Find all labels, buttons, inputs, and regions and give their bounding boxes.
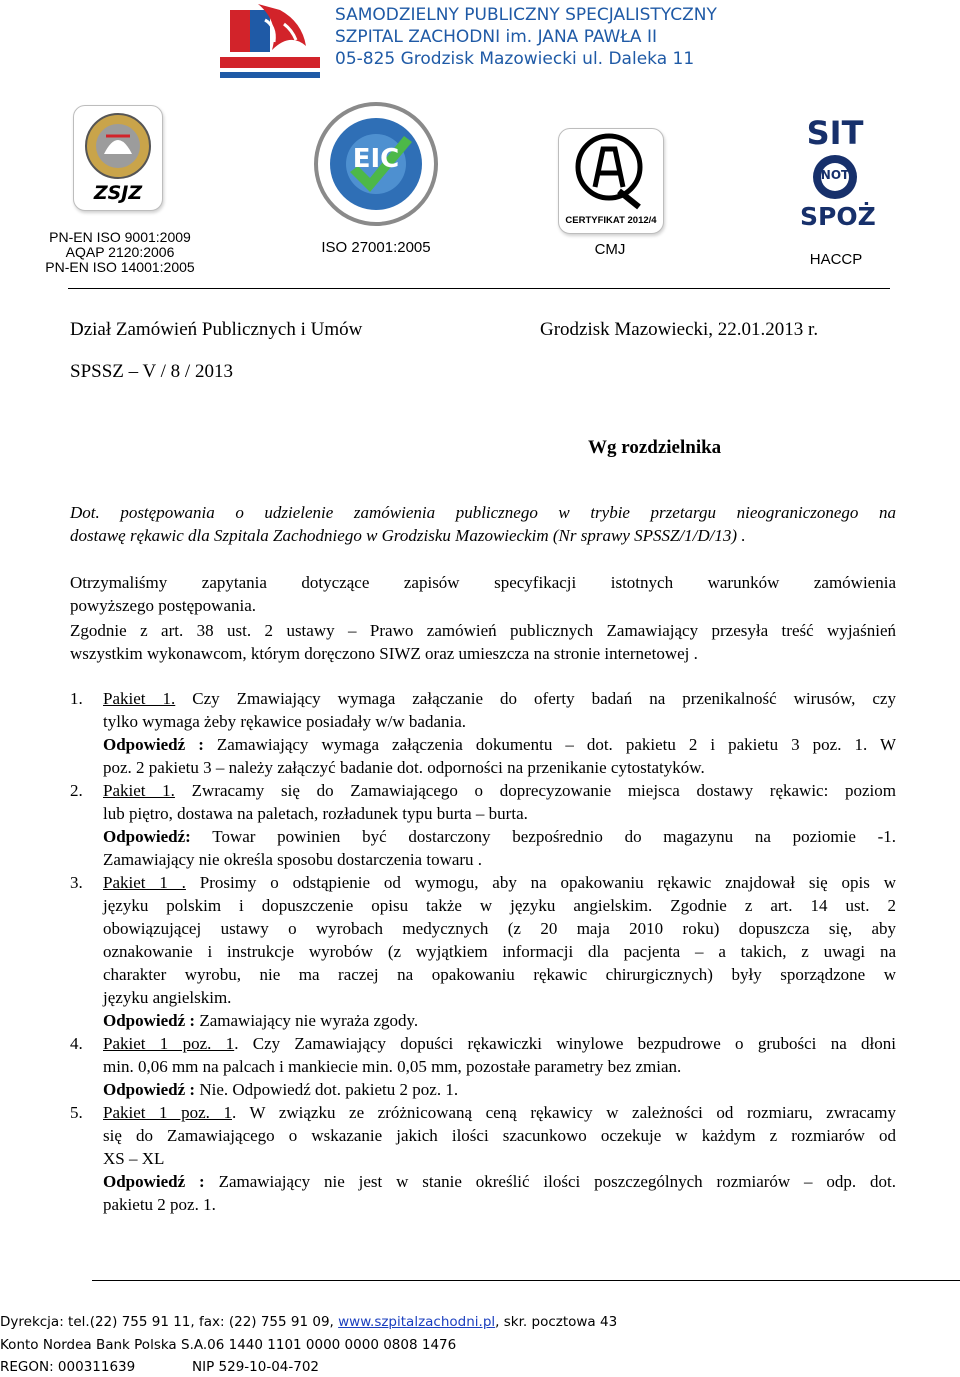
item-1-question-line1: Pakiet 1. Czy Zmawiający wymaga załączanie do oferty badań na przenikalność wirusów, czy [103, 689, 896, 708]
item-1-answer-line1: Odpowiedź : Zamawiający wymaga załączenia dokumentu – dot. pakietu 2 i pakietu 3 poz. 1. W [103, 735, 896, 754]
subject-line2: dostawę rękawic dla Szpitala Zachodniego w Grodzisku Mazowieckim (Nr sprawy SPSSZ/1/D/13) . [70, 526, 746, 545]
item-5 [103, 1101, 896, 1216]
eic-cert-logo [312, 100, 440, 228]
iso-line1: PN-EN ISO 9001:2009 [49, 229, 191, 245]
item-5-answer-label: Odpowiedź : [103, 1172, 205, 1191]
footer-divider [92, 1280, 960, 1281]
hospital-name-line1: SAMODZIELNY PUBLICZNY SPECJALISTYCZNY [335, 5, 717, 25]
intro [70, 571, 896, 617]
iso-27001-text: ISO 27001:2005 [321, 239, 431, 256]
item-5-answer-line2: pakietu 2 poz. 1. [103, 1195, 216, 1214]
item-4-answer-line1: Odpowiedź : Nie. Odpowiedź dot. pakietu 2 poz. 1. [103, 1080, 459, 1099]
cmj-cert-logo [558, 128, 664, 234]
footer-line2: Konto Nordea Bank Polska S.A.06 1440 1101 0000 0000 0808 1476 [0, 1337, 457, 1353]
item-3-question-line4: oznakowanie i instrukcje wyrobów (z wyjątkiem informacji dla pacjenta – a takich, z uwagi na [103, 942, 896, 961]
item-3-question-line5: charakter wyrobu, nie ma raczej na opakowaniu rękawic chirurgicznych) były sporządzone w [103, 965, 896, 984]
item-3-number: 3. [70, 873, 83, 892]
item-5-question-line2: się do Zamawiającego o wskazanie jakich ilości szacunkowo oczekuje w każdym z rozmiarów od [103, 1126, 896, 1145]
item-2-question-line1: Pakiet 1. Zwracamy się do Zamawiającego o doprecyzowanie miejsca dostawy rękawic: poziom [103, 781, 896, 800]
footer-regon: REGON: 000311639 [0, 1359, 136, 1375]
intro-line2: powyższego postępowania. [70, 596, 257, 615]
subject [70, 501, 896, 547]
cmj-cert-number: CERTYFIKAT 2012/4 [565, 215, 657, 226]
item-1-ref: Pakiet 1. [103, 689, 176, 708]
haccp-text: HACCP [809, 251, 863, 268]
item-3-answer-label: Odpowiedź : [103, 1011, 196, 1030]
item-3-answer-line1: Odpowiedź : Zamawiający nie wyraża zgody. [103, 1011, 419, 1030]
hospital-logo [210, 2, 328, 80]
item-2-question-line2: lub piętro, dostawa na paletach, rozładunek typu burta – burta. [103, 804, 528, 823]
item-3 [103, 871, 896, 1032]
spoz-label: SPOŻ [800, 202, 876, 231]
recipient: Wg rozdzielnika [588, 437, 722, 458]
item-3-question-line2: języku polskim i dopuszczenie opisu także w języku angielskim. Zgodnie z art. 14 ust. 2 [103, 896, 896, 915]
item-4-ref: Pakiet 1 poz. 1 [103, 1034, 235, 1053]
sit-not-spoz-logo [800, 114, 876, 240]
item-5-question-line1: Pakiet 1 poz. 1. W związku ze zróżnicowaną ceną rękawicy w zależności od rozmiaru, zwracamy [103, 1103, 896, 1122]
item-5-question-line3: XS – XL [103, 1149, 165, 1168]
item-2-ref: Pakiet 1. [103, 781, 175, 800]
item-2-answer-line1: Odpowiedź: Towar powinien być dostarczony bezpośrednio do magazynu na poziomie -1. [103, 827, 896, 846]
item-2 [103, 779, 896, 871]
item-5-number: 5. [70, 1103, 83, 1122]
item-1-answer-label: Odpowiedź : [103, 735, 204, 754]
legal-basis-line2: wszystkim wykonawcom, którym doręczono SIWZ oraz umieszcza na stronie internetowej . [70, 644, 698, 663]
hospital-name-line3: 05-825 Grodzisk Mazowiecki ul. Daleka 11 [335, 49, 695, 69]
item-2-number: 2. [70, 781, 83, 800]
legal-basis [70, 619, 896, 665]
item-5-answer-line1: Odpowiedź : Zamawiający nie jest w stanie określić ilości poszczególnych rozmiarów – odp. dot. [103, 1172, 896, 1191]
reference-number: SPSSZ – V / 8 / 2013 [70, 361, 233, 382]
item-4-question-line1: Pakiet 1 poz. 1. Czy Zamawiający dopuści rękawiczki winylowe bezpudrowe o grubości na dłoni [103, 1034, 896, 1053]
iso-9001-text [38, 230, 202, 275]
zsjz-cert-logo [73, 105, 163, 211]
item-1-question-line2: tylko wymaga żeby rękawice posiadały w/w badania. [103, 712, 467, 731]
item-5-ref: Pakiet 1 poz. 1 [103, 1103, 232, 1122]
item-1-answer-line2: poz. 2 pakietu 3 – należy załączyć badanie dot. odporności na przenikanie cytostatyków. [103, 758, 705, 777]
hospital-name [335, 4, 935, 70]
item-1-number: 1. [70, 689, 83, 708]
item-3-ref: Pakiet 1 . [103, 873, 186, 892]
intro-line1: Otrzymaliśmy zapytania dotyczące zapisów specyfikacji istotnych warunków zamówienia [70, 573, 896, 592]
department: Dział Zamówień Publicznych i Umów [70, 319, 363, 340]
not-label: NOT [820, 168, 850, 182]
subject-line1: Dot. postępowania o udzielenie zamówienia publicznego w trybie przetargu nieograniczonego na [70, 503, 896, 522]
item-4-number: 4. [70, 1034, 83, 1053]
legal-basis-line1: Zgodnie z art. 38 ust. 2 ustawy – Prawo zamówień publicznych Zamawiający przesyła treść wyjaśnień [70, 621, 896, 640]
footer-line1: Dyrekcja: tel.(22) 755 91 11, fax: (22) 755 91 09, www.szpitalzachodni.pl, skr. pocztowa 43 [0, 1314, 618, 1330]
footer-nip: NIP 529-10-04-702 [192, 1359, 320, 1375]
eic-label: EIC [352, 144, 400, 174]
iso-line2: AQAP 2120:2006 [65, 244, 175, 260]
zsjz-label: ZSJZ [93, 182, 143, 204]
header-divider [68, 288, 890, 289]
item-2-answer-line2: Zamawiający nie określa sposobu dostarczenia towaru . [103, 850, 483, 869]
item-4 [103, 1032, 896, 1101]
website-link[interactable]: www.szpitalzachodni.pl [338, 1314, 496, 1330]
item-3-question-line3: obowiązującej ustawy o wyrobach medycznych (z 20 maja 2010 roku) dopuszcza się, aby [103, 919, 896, 938]
item-2-answer-label: Odpowiedź: [103, 827, 191, 846]
hospital-name-line2: SZPITAL ZACHODNI im. JANA PAWŁA II [335, 27, 657, 47]
item-1 [103, 687, 896, 779]
iso-line3: PN-EN ISO 14001:2005 [45, 259, 195, 275]
cmj-text: CMJ [594, 241, 626, 258]
item-3-question-line1: Pakiet 1 . Prosimy o odstąpienie od wymogu, aby na opakowaniu rękawic znajdował się opis w [103, 873, 896, 892]
item-4-answer-label: Odpowiedź : [103, 1080, 196, 1099]
sit-label: SIT [806, 114, 864, 152]
item-3-question-line6: języku angielskim. [103, 988, 232, 1007]
place-date: Grodzisk Mazowiecki, 22.01.2013 r. [540, 319, 819, 340]
item-4-question-line2: min. 0,06 mm na palcach i mankiecie min. 0,05 mm, pozostałe parametry bez zmian. [103, 1057, 682, 1076]
